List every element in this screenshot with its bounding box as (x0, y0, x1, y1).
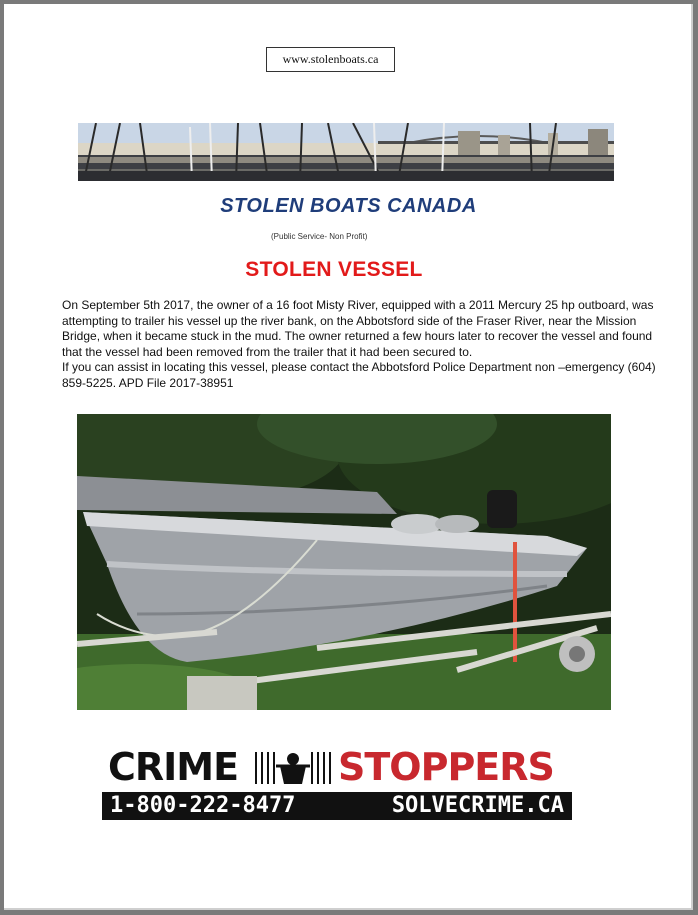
jail-bars-figure-icon (252, 750, 334, 786)
stolen-boat-photo (77, 414, 611, 710)
website-url: www.stolenboats.ca (282, 52, 379, 66)
marina-banner-image (78, 123, 614, 181)
boat-on-trailer-image (77, 414, 611, 710)
crime-stoppers-contact-bar (102, 792, 572, 820)
notice-body (62, 298, 662, 391)
crime-stoppers-phone: 1-800-222-8477 (110, 793, 296, 818)
organization-name: STOLEN BOATS CANADA (220, 195, 477, 217)
document-page (4, 4, 693, 910)
crime-stoppers-website: SOLVECRIME.CA (391, 793, 564, 818)
notice-headline: STOLEN VESSEL (245, 258, 423, 281)
website-url-box (266, 47, 395, 72)
organization-subtitle: (Public Service- Non Profit) (271, 232, 368, 241)
crime-stoppers-word-crime: CRIME (108, 745, 239, 789)
crime-stoppers-logo (102, 746, 572, 822)
crime-stoppers-word-stoppers: STOPPERS (338, 745, 554, 789)
notice-paragraph-details: On September 5th 2017, the owner of a 16 foot Misty River, equipped with a 2011 Mercury 25 hp outboard, was attempting to trailer his vessel up the river bank, on the Abbotsford side of the Fraser River, near the Mission Bridge, when it became stuck in the mud. The owner returned a few hours later to recover the vessel and found that the vessel had been removed from the trailer that it had been secured to. (62, 298, 654, 359)
marina-scene (78, 123, 614, 181)
notice-paragraph-contact: If you can assist in locating this vessel, please contact the Abbotsford Police Department non –emergency (604) 859-5225. APD File 2017-38951 (62, 360, 656, 390)
